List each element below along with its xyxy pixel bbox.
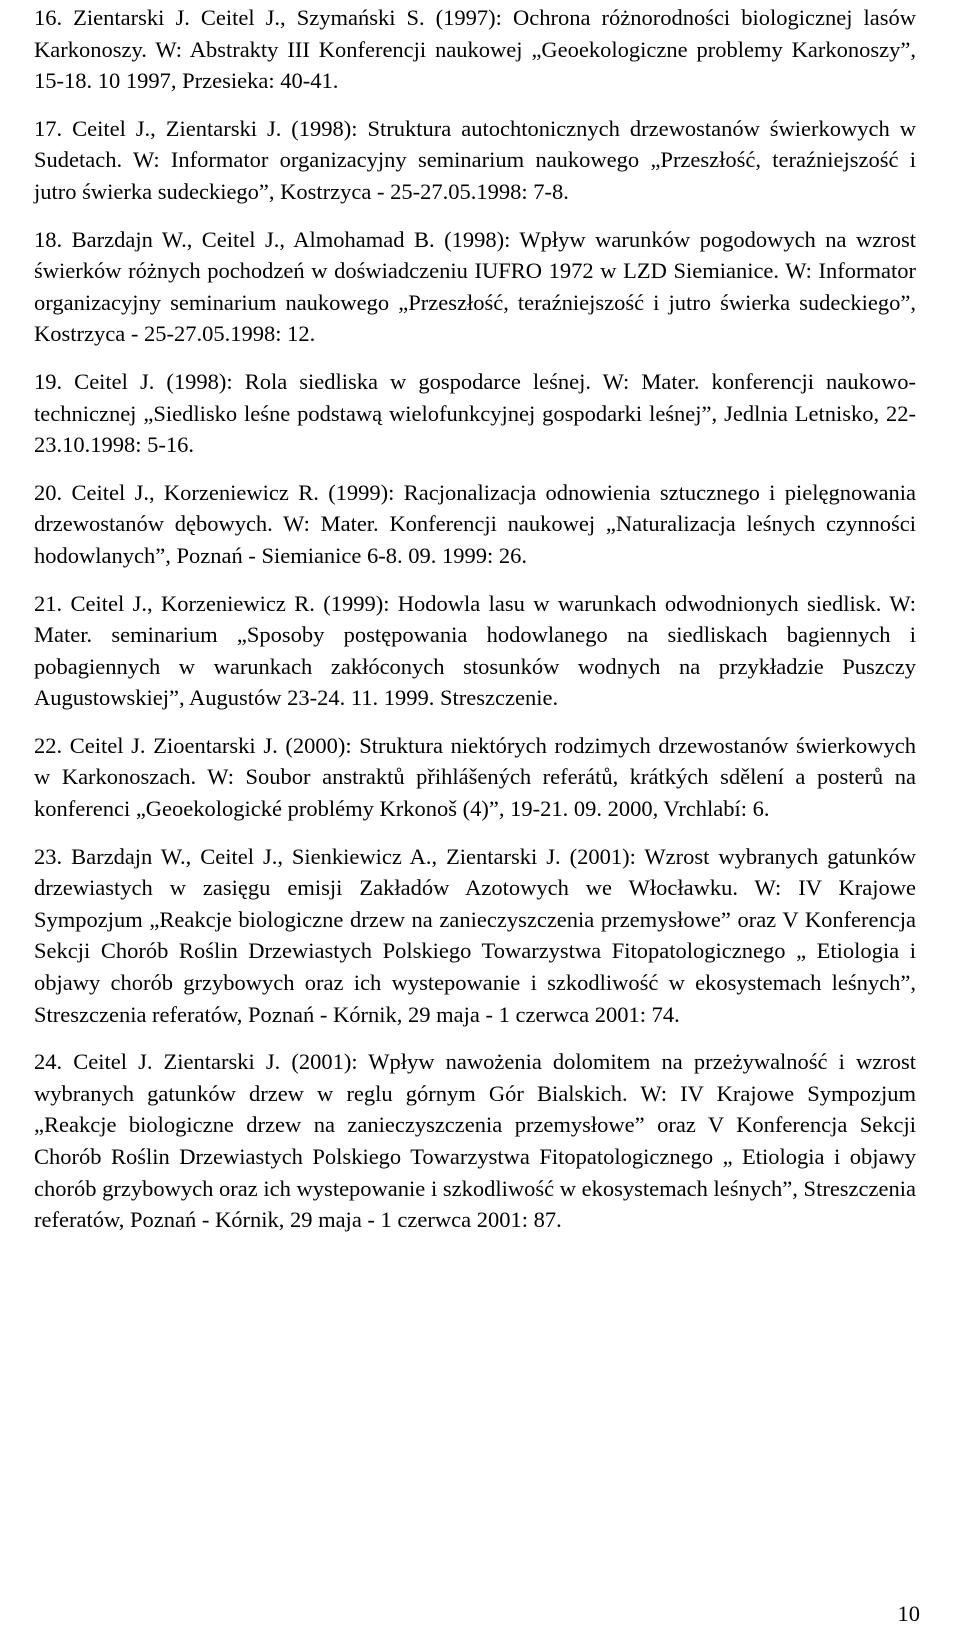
reference-entry-19: 19. Ceitel J. (1998): Rola siedliska w gospodarce leśnej. W: Mater. konferencji naukowo-technicznej „Siedlisko leśne podstawą wielofunkcyjnej gospodarki leśnej”, Jedlnia Letnisko, 22-23.10.1998: 5-16. <box>34 368 916 458</box>
reference-entry-18: 18. Barzdajn W., Ceitel J., Almohamad B. (1998): Wpływ warunków pogodowych na wzrost świerków różnych pochodzeń w doświadczeniu IUFRO 1972 w LZD Siemianice. W: Informator organizacyjny seminarium naukowego „Przeszłość, teraźniejszość i jutro świerka sudeckiego”, Kostrzyca - 25-27.05.1998: 12. <box>34 226 916 347</box>
reference-entry-20: 20. Ceitel J., Korzeniewicz R. (1999): Racjonalizacja odnowienia sztucznego i pielęgnowania drzewostanów dębowych. W: Mater. Konferencji naukowej „Naturalizacja leśnych czynności hodowlanych”, Poznań - Siemianice 6-8. 09. 1999: 26. <box>34 479 916 568</box>
reference-entry-23: 23. Barzdajn W., Ceitel J., Sienkiewicz A., Zientarski J. (2001): Wzrost wybranych gatunków drzewiastych w zasięgu emisji Zakładów Azotowych we Włocławku. W: IV Krajowe Sympozjum „Reakcje biologiczne drzew na zanieczyszczenia przemysłowe” oraz V Konferencja Sekcji Chorób Roślin Drzewiastych Polskiego Towarzystwa Fitopatologicznego „ Etiologia i objawy chorób grzybowych oraz ich wystepowanie i szkodliwość w ekosystemach leśnych”, Streszczenia referatów, Poznań - Kórnik, 29 maja - 1 czerwca 2001: 74. <box>34 843 916 1027</box>
reference-entry-21: 21. Ceitel J., Korzeniewicz R. (1999): Hodowla lasu w warunkach odwodnionych siedlisk. W: Mater. seminarium „Sposoby postępowania hodowlanego na siedliskach bagiennych i pobagiennych w warunkach zakłóconych stosunków wodnych na przykładzie Puszczy Augustowskiej”, Augustów 23-24. 11. 1999. Streszczenie. <box>34 590 916 711</box>
reference-entry-17: 17. Ceitel J., Zientarski J. (1998): Struktura autochtonicznych drzewostanów świerkowych w Sudetach. W: Informator organizacyjny seminarium naukowego „Przeszłość, teraźniejszość i jutro świerka sudeckiego”, Kostrzyca - 25-27.05.1998: 7-8. <box>34 115 916 204</box>
reference-entry-16: 16. Zientarski J. Ceitel J., Szymański S. (1997): Ochrona różnorodności biologicznej lasów Karkonoszy. W: Abstrakty III Konferencji naukowej „Geoekologiczne problemy Karkonoszy”, 15-18. 10 1997, Przesieka: 40-41. <box>34 5 916 94</box>
reference-entry-22: 22. Ceitel J. Zioentarski J. (2000): Struktura niektórych rodzimych drzewostanów świerkowych w Karkonoszach. W: Soubor anstraktů přihlášených referátů, krátkých sdělení a posterů na konferenci „Geoekologické problémy Krkonoš (4)”, 19-21. 09. 2000, Vrchlabí: 6. <box>34 732 916 822</box>
publication-list <box>34 2 916 1236</box>
reference-entry-24: 24. Ceitel J. Zientarski J. (2001): Wpływ nawożenia dolomitem na przeżywalność i wzrost wybranych gatunków drzew w reglu górnym Gór Bialskich. W: IV Krajowe Sympozjum „Reakcje biologiczne drzew na zanieczyszczenia przemysłowe” oraz V Konferencja Sekcji Chorób Roślin Drzewiastych Polskiego Towarzystwa Fitopatologicznego „ Etiologia i objawy chorób grzybowych oraz ich wystepowanie i szkodliwość w ekosystemach leśnych”, Streszczenia referatów, Poznań - Kórnik, 29 maja - 1 czerwca 2001: 87. <box>34 1049 916 1233</box>
page-number: 10 <box>897 1601 920 1626</box>
